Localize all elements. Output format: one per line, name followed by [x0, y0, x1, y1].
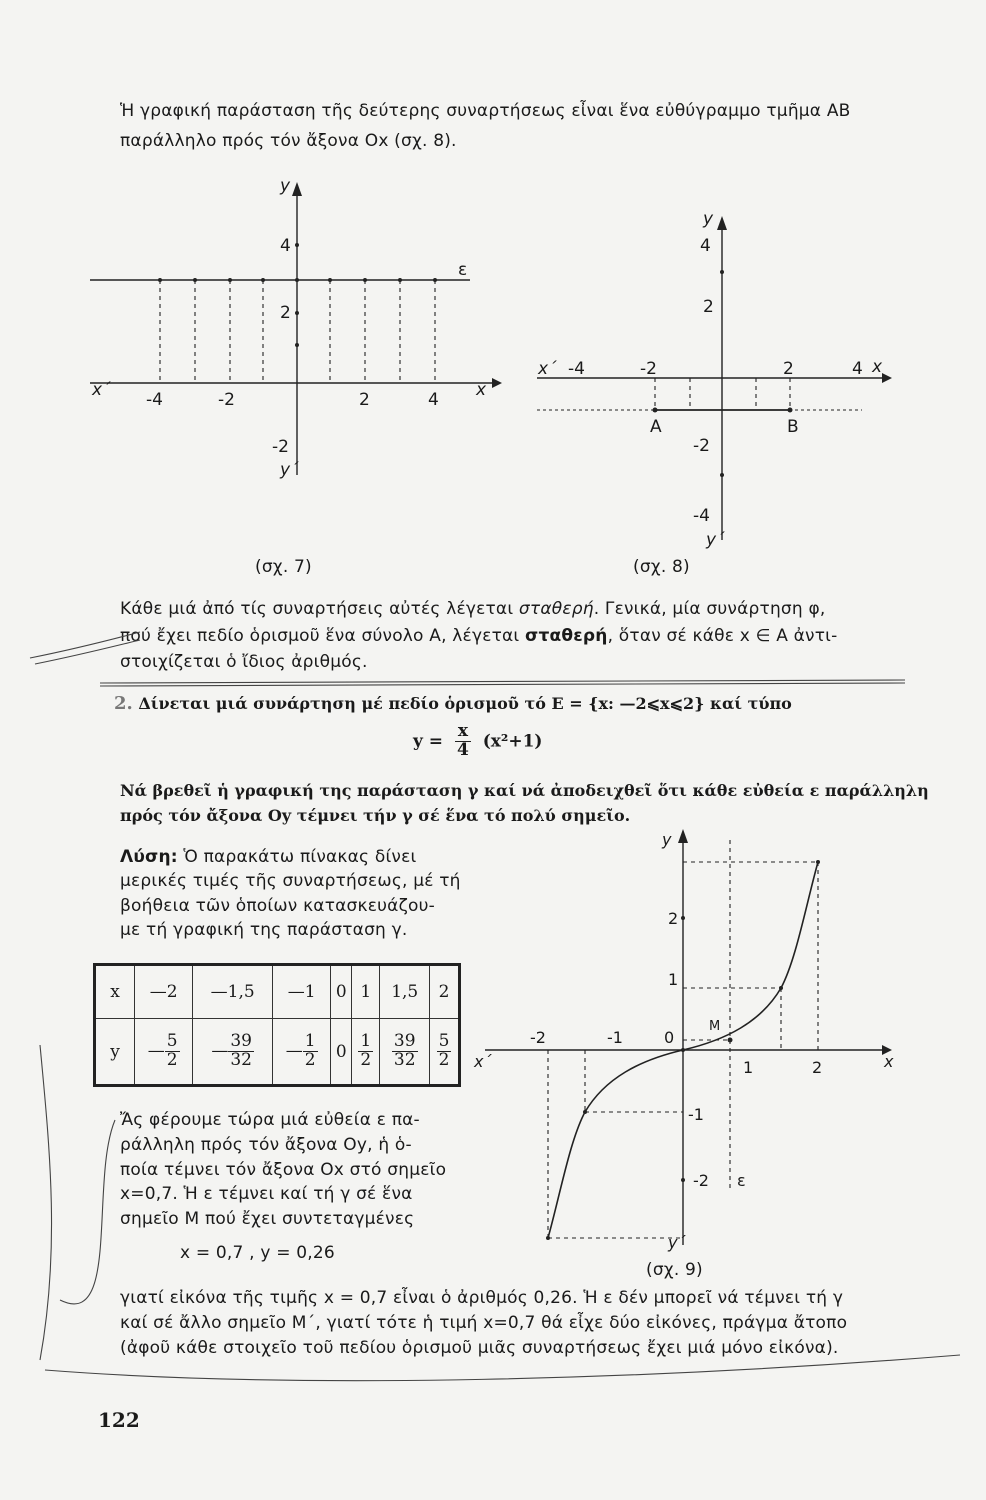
- fig7-tick-x-2: 2: [359, 390, 370, 410]
- fig7-label-y-neg: y΄: [280, 460, 299, 480]
- value-denominator: 2: [360, 1050, 372, 1071]
- fig9-tick-x-neg1: -1: [607, 1028, 623, 1047]
- fig7-label-y: y: [280, 176, 291, 196]
- fig9-tick-x-2: 2: [812, 1058, 823, 1077]
- fig7-tick-y-neg2: -2: [272, 437, 289, 457]
- value-sign: —: [285, 1041, 303, 1062]
- fig8-tick-x-neg2: -2: [640, 359, 657, 379]
- fig7-tick-x-4: 4: [428, 390, 439, 410]
- fig9-tick-x-1: 1: [743, 1058, 754, 1077]
- solution-line-1-text: Ὁ παρακάτω πίνακας δίνει: [177, 847, 417, 867]
- value-numerator: 5: [438, 1031, 450, 1052]
- value-numerator: 1: [304, 1031, 316, 1052]
- formula-rhs: (x²+1): [482, 731, 543, 752]
- value-sign: —: [147, 1041, 165, 1062]
- fig8-tick-y-neg2: -2: [693, 436, 710, 456]
- definition-line-1a: Κάθε μιά ἀπό τίς συναρτήσεις αὐτές λέγεται: [120, 599, 519, 619]
- fig8-tick-y-2: 2: [703, 297, 714, 317]
- fig9-tick-x-0: 0: [664, 1028, 675, 1047]
- solution-label: Λύση:: [120, 847, 178, 867]
- fig8-label-a: Α: [650, 417, 662, 437]
- fig8-label-y: y: [703, 209, 714, 229]
- problem-number: 2.: [114, 693, 133, 714]
- fig7-caption: (σχ. 7): [255, 557, 312, 577]
- argument-line-1: Ἄς φέρουμε τώρα μιά εὐθεία ε πα-: [120, 1110, 420, 1130]
- argument-line-5: σημεῖο Μ πού ἔχει συντεταγμένες: [120, 1209, 415, 1229]
- fig8-label-x-neg: x΄: [538, 359, 557, 379]
- fig7-label-e: ε: [458, 260, 468, 280]
- value-denominator: 2: [438, 1050, 450, 1071]
- value-denominator: 32: [230, 1050, 252, 1071]
- fig7-tick-x-neg2: -2: [218, 390, 235, 410]
- fig9-label-m: M: [709, 1019, 721, 1034]
- fig9-label-y-neg: y΄: [668, 1233, 686, 1252]
- table-cell-x: 1,5: [380, 965, 430, 1019]
- intro-line-1: Ἡ γραφική παράσταση τῆς δεύτερης συναρτήσεως εἶναι ἕνα εὐθύγραμμο τμῆμα ΑΒ: [120, 101, 851, 121]
- page-number: 122: [98, 1408, 140, 1432]
- value-numerator: 5: [166, 1031, 178, 1052]
- fig9-y-arrow: [678, 829, 688, 843]
- definition-line-1b: . Γενικά, μία συνάρτηση φ,: [593, 599, 826, 619]
- argument-line-2: ράλληλη πρός τόν ἄξονα Οy, ἡ ὁ-: [120, 1135, 412, 1155]
- problem-question-2: πρός τόν ἄξονα Οy τέμνει τήν γ σέ ἕνα τό πολύ σημεῖο.: [120, 806, 631, 825]
- definition-line-3: στοιχίζεται ὁ ἴδιος ἀριθμός.: [120, 652, 368, 672]
- value-numerator: 1: [360, 1031, 372, 1052]
- fig9-tick-y-neg1: -1: [688, 1105, 704, 1124]
- fig7-tick-x-neg4: -4: [146, 390, 163, 410]
- solution-line-4: με τή γραφική της παράσταση γ.: [120, 920, 408, 940]
- value-denominator: 32: [393, 1050, 416, 1071]
- fig7-label-x-neg: x΄: [92, 380, 111, 400]
- fig9-caption: (σχ. 9): [646, 1260, 703, 1280]
- argument-line-4: x=0,7. Ἡ ε τέμνει καί τή γ σέ ἕνα: [120, 1184, 413, 1204]
- fig8-tick-y-neg4: -4: [693, 506, 710, 526]
- fig7-tick-y-4: 4: [280, 236, 291, 256]
- definition-line-2b: , ὅταν σέ κάθε x ∈ A ἀντι-: [607, 626, 838, 646]
- table-cell-x: 2: [430, 965, 460, 1019]
- fig8-label-b: Β: [787, 417, 799, 437]
- table-cell-x: 0: [331, 965, 352, 1019]
- intro-line-2: παράλληλο πρός τόν ἄξονα Οx (σχ. 8).: [120, 131, 457, 151]
- problem-statement: Δίνεται μιά συνάρτηση μέ πεδίο ὁρισμοῦ τό Ε = {x: —2⩽x⩽2} καί τύπο: [138, 694, 792, 713]
- solution-line-2: μερικές τιμές τῆς συναρτήσεως, μέ τή: [120, 871, 461, 891]
- value-numerator: 39: [230, 1031, 252, 1052]
- problem-question-1: Νά βρεθεῖ ἡ γραφική της παράσταση γ καί νά ἀποδειχθεῖ ὅτι κάθε εὐθεία ε παράλληλη: [120, 781, 929, 800]
- fig8-label-y-neg: y΄: [706, 530, 725, 550]
- definition-term-1: σταθερή: [518, 599, 594, 619]
- fig9-label-e: ε: [737, 1171, 746, 1190]
- table-header-y: y: [95, 1019, 135, 1086]
- table-cell-x: —2: [135, 965, 193, 1019]
- fig9-tick-y-1: 1: [668, 970, 679, 989]
- argument-coords: x = 0,7 , y = 0,26: [180, 1243, 335, 1263]
- value-sign: —: [211, 1041, 229, 1062]
- definition-line-2a: πού ἔχει πεδίο ὁρισμοῦ ἕνα σύνολο Α, λέγεται: [120, 626, 525, 646]
- fig8-tick-y-4: 4: [700, 236, 711, 256]
- definition-term-2: σταθερή: [525, 626, 608, 646]
- table-header-x: x: [95, 965, 135, 1019]
- fig9-tick-x-neg2: -2: [530, 1028, 546, 1047]
- argument-line-7: καί σέ ἄλλο σημεῖο Μ΄, γιατί τότε ἡ τιμή x=0,7 θά εἶχε δύο εἰκόνες, πράγμα ἄτοπο: [120, 1313, 848, 1333]
- value-numerator: 39: [393, 1031, 416, 1052]
- fig8-label-x: x: [872, 357, 883, 377]
- table-cell-x: —1: [273, 965, 331, 1019]
- fig7-tick-y-2: 2: [280, 303, 291, 323]
- solution-line-3: βοήθεια τῶν ὁποίων κατασκευάζου-: [120, 896, 435, 916]
- formula-denominator: 4: [456, 739, 469, 760]
- value-denominator: 2: [166, 1050, 178, 1071]
- fig8-tick-x-neg4: -4: [568, 359, 585, 379]
- formula-lhs: y =: [413, 731, 444, 752]
- argument-line-6: γιατί εἰκόνα τῆς τιμῆς x = 0,7 εἶναι ὁ ἀριθμός 0,26. Ἡ ε δέν μπορεῖ νά τέμνει τή γ: [120, 1288, 844, 1308]
- fig9-label-y: y: [662, 830, 672, 849]
- fig8-caption: (σχ. 8): [633, 557, 690, 577]
- fig9-tick-y-neg2: -2: [693, 1171, 709, 1190]
- table-cell-x: —1,5: [193, 965, 273, 1019]
- fig9-label-x: x: [884, 1052, 894, 1071]
- argument-line-8: (ἀφοῦ κάθε στοιχεῖο τοῦ πεδίου ὁρισμοῦ μιᾶς συναρτήσεως ἔχει μιά μόνο εἰκόνα).: [120, 1338, 839, 1358]
- value-denominator: 2: [304, 1050, 316, 1071]
- fig9-label-x-neg: x΄: [474, 1052, 492, 1071]
- fig7-label-x: x: [476, 380, 487, 400]
- formula-numerator: x: [455, 723, 471, 742]
- fig8-tick-x-2: 2: [783, 359, 794, 379]
- fig8-tick-x-4: 4: [852, 359, 863, 379]
- argument-line-3: ποία τέμνει τόν ἄξονα Οx στό σημεῖο: [120, 1160, 447, 1180]
- fig9-tick-y-2: 2: [668, 909, 679, 928]
- table-cell-x: 1: [352, 965, 380, 1019]
- table-cell-y: 0: [331, 1019, 352, 1086]
